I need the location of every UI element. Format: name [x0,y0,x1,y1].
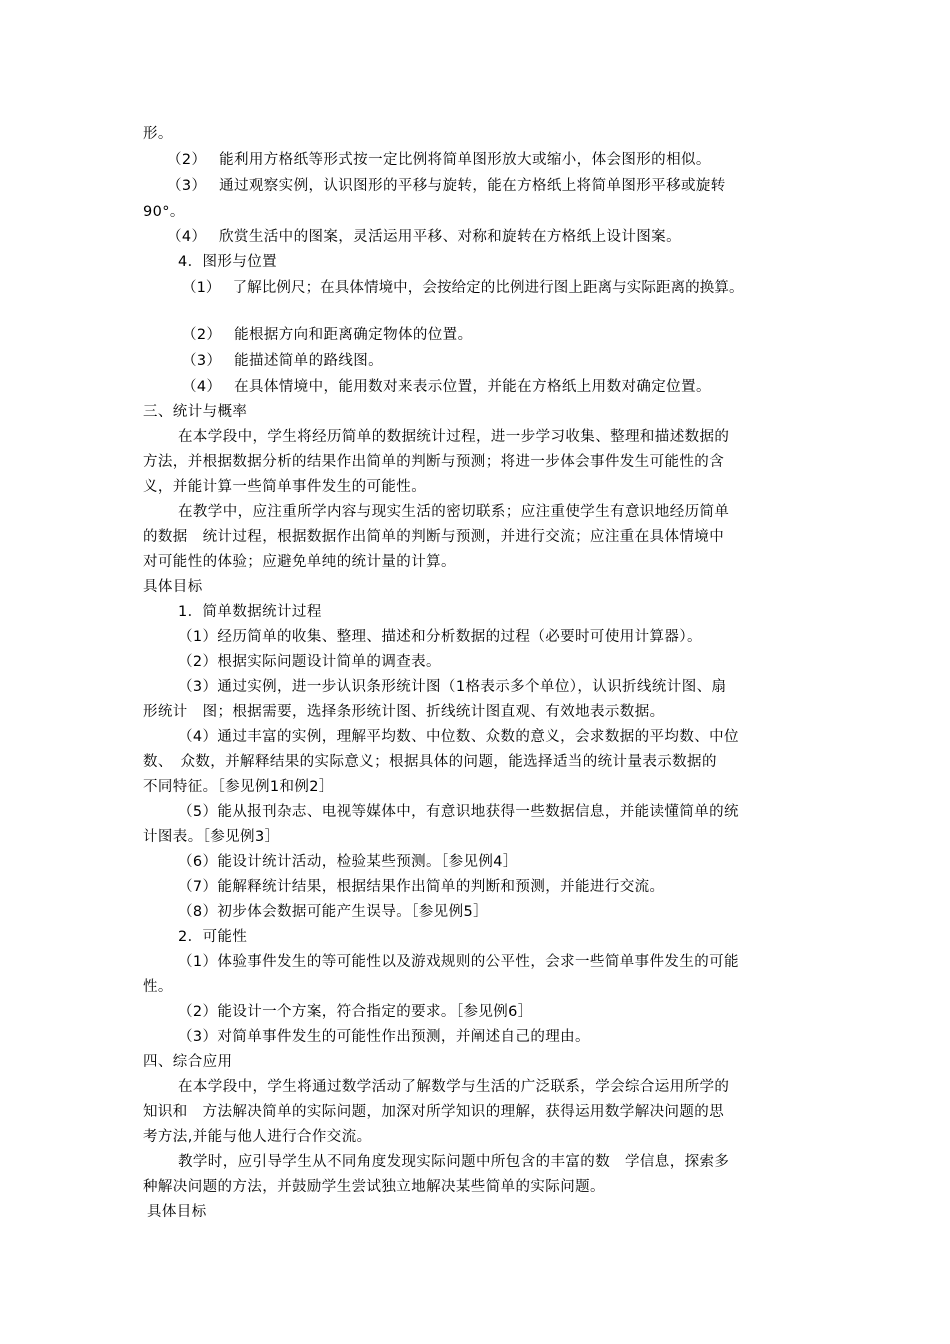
text-line: 2．可能性 [178,929,248,945]
text-line: （5）能从报刊杂志、电视等媒体中，有意识地获得一些数据信息，并能读懂简单的统 [178,804,739,820]
text-line: （4）通过丰富的实例，理解平均数、中位数、众数的意义，会求数据的平均数、中位 [178,729,739,745]
text-line: 考方法,并能与他人进行合作交流。 [143,1129,372,1145]
text-line: 在本学段中，学生将经历简单的数据统计过程，进一步学习收集、整理和描述数据的 [178,429,730,445]
text-line: （1）体验事件发生的等可能性以及游戏规则的公平性，会求一些简单事件发生的可能 [178,954,739,970]
text-line: （6）能设计统计活动，检验某些预测。［参见例4］ [178,854,518,870]
text-line: （1） 了解比例尺；在具体情境中，会按给定的比例进行图上距离与实际距离的换算。 [182,280,744,296]
text-line: 1．简单数据统计过程 [178,604,322,620]
subheading: 具体目标 [147,1204,207,1220]
text-line: （7）能解释统计结果，根据结果作出简单的判断和预测，并能进行交流。 [178,879,665,895]
text-line: 对可能性的体验；应避免单纯的统计量的计算。 [143,554,456,570]
text-line: 形统计 图；根据需要，选择条形统计图、折线统计图直观、有效地表示数据。 [143,704,665,720]
text-line: 方法，并根据数据分析的结果作出简单的判断与预测；将进一步体会事件发生可能性的含 [143,454,725,470]
subheading: 具体目标 [143,579,203,595]
section-heading: 三、统计与概率 [143,404,248,420]
section-heading: 四、综合应用 [143,1054,233,1070]
text-line: 形。 [143,126,173,142]
text-line: 在本学段中，学生将通过数学活动了解数学与生活的广泛联系，学会综合运用所学的 [178,1079,730,1095]
text-line: （2） 能根据方向和距离确定物体的位置。 [182,327,473,343]
text-line: （3） 能描述简单的路线图。 [182,353,384,369]
text-line: （2） 能利用方格纸等形式按一定比例将简单图形放大或缩小，体会图形的相似。 [167,152,711,168]
text-line: （4） 欣赏生活中的图案，灵活运用平移、对称和旋转在方格纸上设计图案。 [167,229,681,245]
text-line: 种解决问题的方法，并鼓励学生尝试独立地解决某些简单的实际问题。 [143,1179,605,1195]
text-line: （3） 通过观察实例，认识图形的平移与旋转，能在方格纸上将简单图形平移或旋转 [167,178,726,194]
text-line: 义，并能计算一些简单事件发生的可能性。 [143,479,427,495]
text-line: （4） 在具体情境中，能用数对来表示位置，并能在方格纸上用数对确定位置。 [182,379,711,395]
text-line: （1）经历简单的收集、整理、描述和分析数据的过程（必要时可使用计算器）。 [178,629,702,645]
text-line: （2）根据实际问题设计简单的调查表。 [178,654,441,670]
text-line: （2）能设计一个方案，符合指定的要求。［参见例6］ [178,1004,533,1020]
text-line: 在教学中，应注重所学内容与现实生活的密切联系；应注重使学生有意识地经历简单 [178,504,730,520]
text-line: 教学时，应引导学生从不同角度发现实际问题中所包含的丰富的数 学信息，探索多 [178,1154,730,1170]
text-line: （3）通过实例，进一步认识条形统计图（1格表示多个单位），认识折线统计图、扇 [178,679,727,695]
text-line: （8）初步体会数据可能产生误导。［参见例5］ [178,904,488,920]
text-line: 的数据 统计过程，根据数据作出简单的判断与预测，并进行交流；应注重在具体情境中 [143,529,725,545]
text-line: 知识和 方法解决简单的实际问题，加深对所学知识的理解，获得运用数学解决问题的思 [143,1104,725,1120]
text-line: 数、 众数，并解释结果的实际意义；根据具体的问题，能选择适当的统计量表示数据的 [143,754,717,770]
text-line: 4．图形与位置 [178,254,278,270]
text-line: 90°。 [143,204,185,220]
text-line: 不同特征。［参见例1和例2］ [143,779,334,795]
text-line: 计图表。［参见例3］ [143,829,280,845]
text-line: 性。 [143,979,173,995]
text-line: （3）对简单事件发生的可能性作出预测，并阐述自己的理由。 [178,1029,590,1045]
